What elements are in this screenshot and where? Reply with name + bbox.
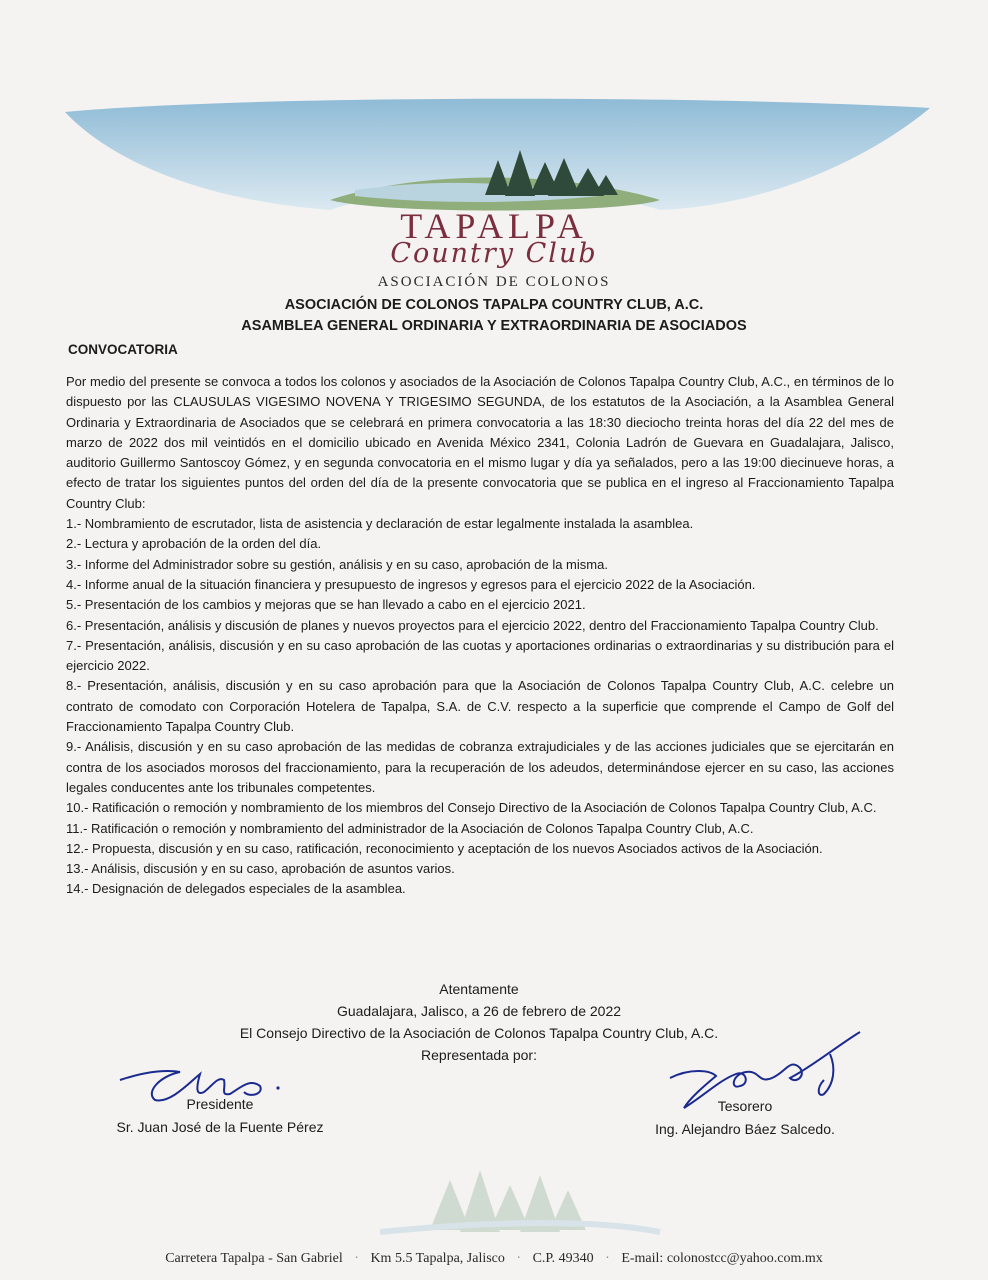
footer-km: Km 5.5 Tapalpa, Jalisco	[370, 1251, 505, 1266]
footer-road: Carretera Tapalpa - San Gabriel	[165, 1251, 343, 1266]
document-body	[66, 372, 894, 900]
closing-council: El Consejo Directivo de la Asociación de Colonos Tapalpa Country Club, A.C.	[239, 1025, 719, 1041]
agenda-item: 10.- Ratificación o remoción y nombramiento de los miembros del Consejo Directivo de la Asociación de Colonos Tapalpa Country Club, A.C.	[66, 800, 877, 816]
intro-paragraph: Por medio del presente se convoca a todos los colonos y asociados de la Asociación de Colonos Tapalpa Country Club, A.C., en términos de lo dispuesto por las CLAUSULAS VIGESIMO NOVENA Y TRIGESIMO SEGUNDA, de los estatutos de la Asociación, a la Asamblea General Ordinaria y Extraordinaria de Asociados que se celebrará en primera convocatoria a las 18:30 dieciocho treinta horas del día 22 del mes de marzo de 2022 dos mil veintidós en el domicilio ubicado en Avenida México 2341, Colonia Ladrón de Guevara en Guadalajara, Jalisco, auditorio Guillermo Santoscoy Gómez, y en segunda convocatoria en el mismo lugar y día ya señalados, pero a las 19:00 diecinueve horas, a efecto de tratar los siguientes puntos del orden del día de la presente convocatoria que se publica en el ingreso al Fraccionamiento Tapalpa Country Club:	[66, 374, 894, 511]
closing-place-date: Guadalajara, Jalisco, a 26 de febrero de 2022	[336, 1003, 622, 1019]
agenda-item: 6.- Presentación, análisis y discusión de planes y nuevos proyectos para el ejercicio 2022, dentro del Fraccionamiento Tapalpa Country Club.	[66, 617, 879, 633]
document-title-line1: ASOCIACIÓN DE COLONOS TAPALPA COUNTRY CLUB, A.C.	[284, 297, 704, 313]
agenda-item: 2.- Lectura y aprobación de la orden del día.	[66, 536, 322, 552]
agenda-item: 13.- Análisis, discusión y en su caso, aprobación de asuntos varios.	[66, 861, 455, 877]
convocatoria-heading: CONVOCATORIA	[68, 342, 178, 357]
agenda-item: 5.- Presentación de los cambios y mejoras que se han llevado a cabo en el ejercicio 2021.	[66, 597, 586, 613]
footer-postal-code: C.P. 49340	[532, 1251, 594, 1266]
footer-separator: ·	[516, 1251, 522, 1266]
footer-email: E-mail: colonostcc@yahoo.com.mx	[621, 1251, 823, 1266]
footer-separator: ·	[605, 1251, 610, 1266]
brand-association: ASOCIACIÓN DE COLONOS	[377, 274, 611, 290]
signatory-role-president: Presidente	[186, 1096, 254, 1112]
brand-name: TAPALPA	[400, 206, 588, 246]
agenda-item: 9.- Análisis, discusión y en su caso aprobación de las medidas de cobranza extrajudiciales y de las acciones judiciales que se ejercitarán en contra de los asociados morosos del fraccionamiento, para la recuperación de los adeudos, determinándose ejercer en su caso, las acciones legales conducentes ante los tribunales competentes.	[66, 739, 894, 795]
closing-atentamente: Atentamente	[439, 981, 519, 997]
signatory-name-president: Sr. Juan José de la Fuente Pérez	[116, 1119, 324, 1135]
closing-represented-by: Representada por:	[421, 1047, 537, 1063]
brand-subtitle: Country Club	[390, 238, 598, 269]
signatory-name-treasurer: Ing. Alejandro Báez Salcedo.	[655, 1121, 835, 1137]
footer-address	[0, 1251, 988, 1267]
footer-separator: ·	[354, 1251, 359, 1266]
agenda-list	[66, 514, 894, 900]
agenda-item: 12.- Propuesta, discusión y en su caso, ratificación, reconocimiento y aceptación de los nuevos Asociados activos de la Asociación.	[66, 840, 823, 856]
agenda-item: 4.- Informe anual de la situación financiera y presupuesto de ingresos y egresos para el ejercicio 2022 de la Asociación.	[66, 576, 756, 592]
agenda-item: 14.- Designación de delegados especiales de la asamblea.	[66, 881, 406, 897]
document-title-line2: ASAMBLEA GENERAL ORDINARIA Y EXTRAORDINARIA DE ASOCIADOS	[241, 318, 747, 334]
agenda-item: 8.- Presentación, análisis, discusión y en su caso aprobación para que la Asociación de Colonos Tapalpa Country Club, A.C. celebre un contrato de comodato con Corporación Hotelera de Tapalpa, S.A. de C.V. respecto a la superficie que comprende el Campo de Golf del Fraccionamiento Tapalpa Country Club.	[66, 678, 894, 735]
agenda-item: 3.- Informe del Administrador sobre su gestión, análisis y en su caso, aprobación de la misma.	[66, 556, 608, 572]
footer-trees-watermark	[300, 1140, 720, 1240]
agenda-item: 11.- Ratificación o remoción y nombramiento del administrador de la Asociación de Colonos Tapalpa Country Club, A.C.	[66, 820, 754, 836]
agenda-item: 7.- Presentación, análisis, discusión y en su caso aprobación de las cuotas y aportaciones ordinarias o extraordinarias y su distribución para el ejercicio 2022.	[66, 637, 894, 674]
agenda-item: 1.- Nombramiento de escrutador, lista de asistencia y declaración de estar legalmente instalada la asamblea.	[66, 516, 694, 532]
signatory-role-treasurer: Tesorero	[717, 1098, 773, 1114]
